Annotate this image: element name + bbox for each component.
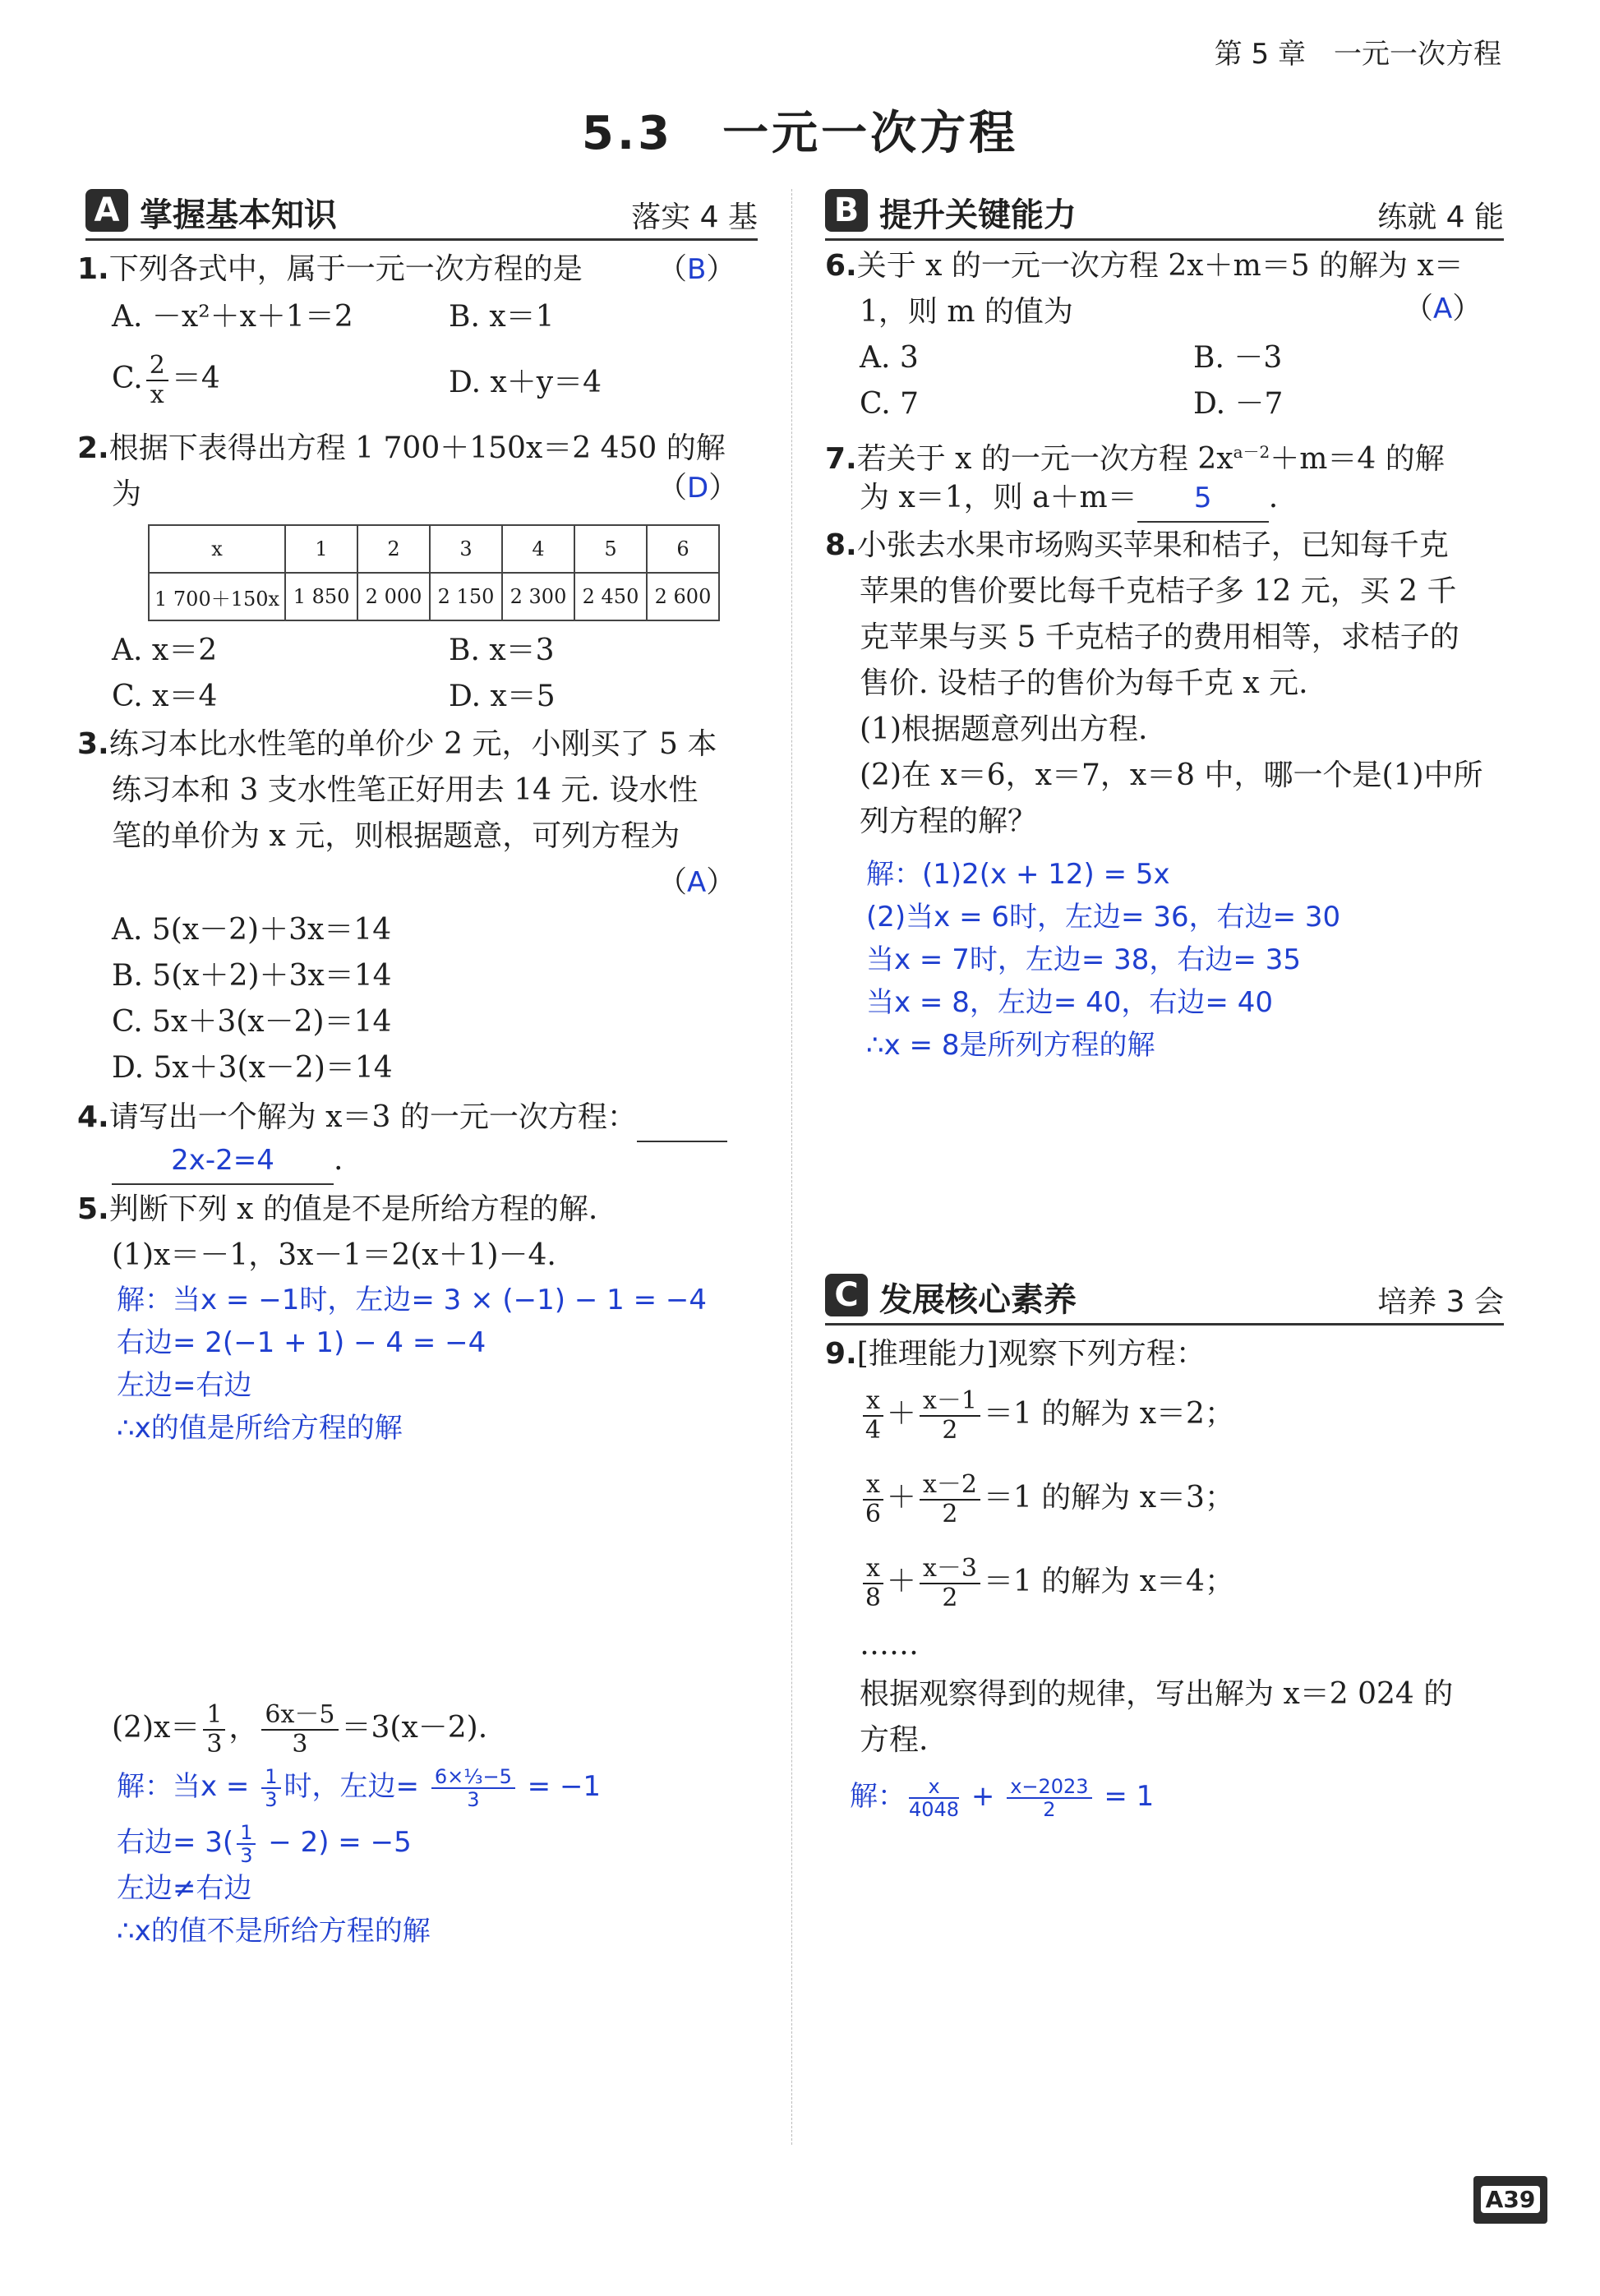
section-b-name: 提升关键能力 [879,196,1077,234]
q2-answer-box: （D） [657,471,739,505]
section-b-header [825,186,1504,241]
section-a-sub: 落实 4 基 [631,201,758,234]
page-number: A39 [1473,2176,1547,2224]
q1-option-d: D. x＋y＝4 [449,366,602,399]
q2-table [148,524,720,621]
q2-option-c: C. x＝4 [112,680,218,713]
q8-solution-line-3: 当x = 7时，左边= 38，右边= 35 [866,943,1301,976]
page-title: 5.3 一元一次方程 [581,107,1019,160]
q5-part-1: (1)x＝－1，3x－1＝2(x＋1)－4. [112,1238,556,1272]
q8-line-1: 8.小张去水果市场购买苹果和桔子，已知每千克 [825,528,1449,562]
q3-line-2: 练习本和 3 支水性笔正好用去 14 元. 设水性 [112,773,699,807]
q8-part-2: (2)在 x＝6，x＝7，x＝8 中，哪一个是(1)中所 [860,758,1483,792]
section-c-badge: C [825,1274,868,1316]
q8-line-3: 克苹果与买 5 千克桔子的费用相等，求桔子的 [860,620,1459,654]
q3-option-d: D. 5x＋3(x－2)＝14 [112,1051,393,1085]
q1-stem: 1.下列各式中，属于一元一次方程的是 [77,252,583,286]
q9-line-2: 方程. [860,1723,929,1757]
q3-option-a: A. 5(x－2)＋3x＝14 [112,913,392,947]
section-a-name: 掌握基本知识 [140,196,337,234]
q1-option-a: A. －x²＋x＋1＝2 [112,300,353,334]
q6-line-1: 6.关于 x 的一元一次方程 2x＋m＝5 的解为 x＝ [825,249,1464,283]
q6-line-2: 1，则 m 的值为 [860,295,1073,329]
q8-solution-line-4: 当x = 8，左边= 40，右边= 40 [866,986,1273,1019]
q5-solution-2-line-2: 右边= 3( $\frac{1}{3}$ − 2) = −5 [117,1820,412,1867]
q9-stem: 9.[推理能力]观察下列方程： [825,1337,1206,1371]
q6-option-b: B. －3 [1193,341,1283,375]
q8-line-2: 苹果的售价要比每千克桔子多 12 元，买 2 千 [860,574,1457,608]
q8-part-1: (1)根据题意列出方程. [860,712,1148,746]
q5-solution-2-line-3: 左边≠右边 [117,1872,252,1905]
q2-option-a: A. x＝2 [112,634,218,667]
q1-option-c: C. $\frac{2}{x}$ ＝4 [112,351,220,409]
q2-option-b: B. x＝3 [449,634,555,667]
q7-answer: 5 [1137,475,1269,523]
q4-answer-line: 2x-2=4 . [112,1137,343,1185]
q2-stem-2: 为 [112,477,142,511]
q5-solution-2-line-1: 解：当x = $\frac{1}{3}$ 时，左边= $\frac{\text{6×⅓−5}}{3}$ = −1 [117,1764,602,1811]
q2-stem: 2.根据下表得出方程 1 700＋150x＝2 450 的解 [77,431,726,465]
q5-solution-1-line-3: 左边=右边 [117,1369,252,1402]
q3-line-1: 3.练习本比水性笔的单价少 2 元，小刚买了 5 本 [77,727,717,761]
q3-answer-box: （A） [657,865,736,899]
q6-answer: A [1433,293,1453,325]
section-a-header [85,186,758,241]
section-c-header [825,1270,1504,1326]
table-row: 1 700＋150x 1 850 2 000 2 150 2 300 2 450 2 600 [149,573,719,620]
q6-option-d: D. －7 [1193,387,1284,421]
table-row: x 1 2 3 4 5 6 [149,525,719,573]
q3-option-b: B. 5(x＋2)＋3x＝14 [112,959,392,993]
q3-line-3: 笔的单价为 x 元，则根据题意，可列方程为 [112,819,680,853]
q5-solution-1-line-4: ∴x的值是所给方程的解 [117,1412,403,1445]
q3-answer: A [687,866,707,899]
q3-option-c: C. 5x＋3(x－2)＝14 [112,1005,392,1039]
q1-answer: B [687,253,707,286]
q5-solution-1-line-2: 右边= 2(−1 + 1) − 4 = −4 [117,1326,486,1359]
q5-stem: 5.判断下列 x 的值是不是所给方程的解. [77,1192,598,1226]
q8-solution-line-2: (2)当x = 6时，左边= 36，右边= 30 [866,901,1341,934]
q4-stem: 4.请写出一个解为 x＝3 的一元一次方程： [77,1095,727,1142]
q5-solution-2-line-4: ∴x的值不是所给方程的解 [117,1915,431,1948]
section-a-badge: A [85,189,128,232]
q9-ellipsis: …… [860,1628,919,1662]
q9-solution: 解： $\frac{x}{4048}$ + $\frac{x-2023}{2}$ = 1 [850,1774,1155,1821]
q2-answer: D [687,472,709,505]
chapter-header: 第 5 章 一元一次方程 [1214,38,1501,71]
section-b-sub: 练就 4 能 [1377,201,1504,234]
q6-answer-box: （A） [1404,292,1482,325]
column-divider [791,189,792,2145]
q7-line-2: 为 x＝1，则 a＋m＝ 5 . [860,475,1278,523]
section-c-name: 发展核心素养 [879,1281,1077,1319]
q5-part-2: (2)x＝ $\frac{1}{3}$ ， $\frac{6x-5}{3}$ ＝3(x－2). [112,1700,488,1759]
q2-option-d: D. x＝5 [449,680,556,713]
q9-equation-2: $\frac{x}{6}$ ＋ $\frac{x-2}{2}$ ＝1 的解为 x＝3； [860,1471,1234,1528]
q6-option-c: C. 7 [860,387,920,421]
q1-option-b: B. x＝1 [449,300,555,334]
q8-part-2b: 列方程的解？ [860,805,1038,838]
section-c-sub: 培养 3 会 [1377,1285,1504,1319]
q6-option-a: A. 3 [860,341,919,375]
q9-equation-1: $\frac{x}{4}$ ＋ $\frac{x-1}{2}$ ＝1 的解为 x＝2； [860,1387,1234,1445]
section-b-badge: B [825,189,868,232]
q9-line-1: 根据观察得到的规律，写出解为 x＝2 024 的 [860,1677,1454,1711]
q4-answer: 2x-2=4 [112,1137,334,1185]
q9-equation-3: $\frac{x}{8}$ ＋ $\frac{x-3}{2}$ ＝1 的解为 x＝4； [860,1555,1234,1612]
q8-solution-line-5: ∴x = 8是所列方程的解 [866,1029,1155,1062]
q8-line-4: 售价. 设桔子的售价为每千克 x 元. [860,666,1308,700]
q1-answer-box: （B） [657,252,736,286]
q8-solution-line-1: 解：(1)2(x + 12) = 5x [866,858,1170,891]
q7-line-1: 7.若关于 x 的一元一次方程 $2x^{a-2}+m=4$ 的解 [825,442,1445,476]
q5-solution-1-line-1: 解：当x = −1时，左边= 3 × (−1) − 1 = −4 [117,1284,707,1316]
